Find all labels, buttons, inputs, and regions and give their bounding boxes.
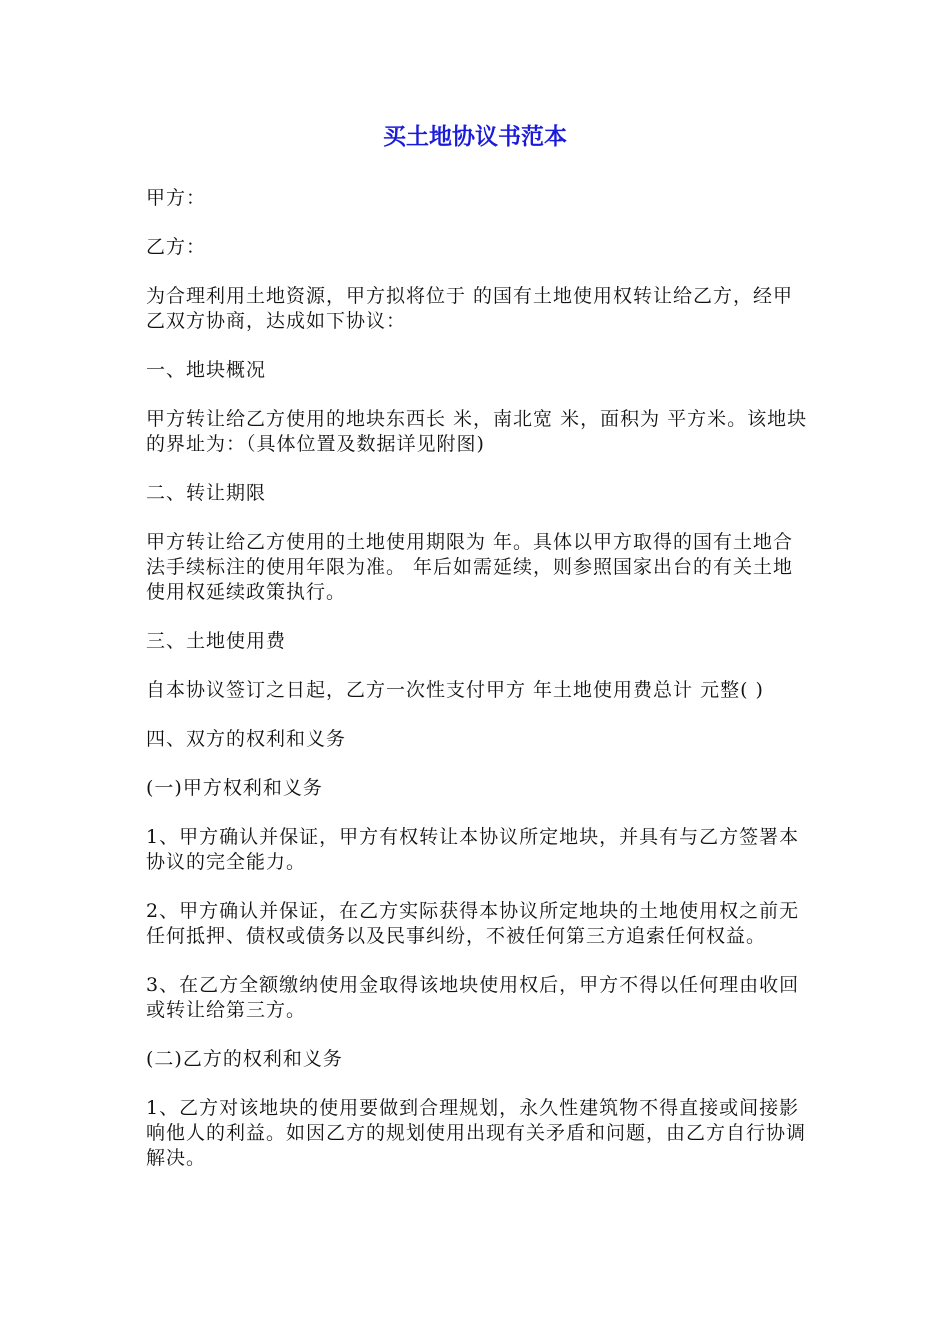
document-title: 买土地协议书范本 bbox=[383, 124, 567, 150]
paragraph-transfer-term: 甲方转让给乙方使用的土地使用期限为 年。具体以甲方取得的国有土地合法手续标注的使用年限为准。 年后如需延续，则参照国家出台的有关土地使用权延续政策执行。 bbox=[146, 531, 794, 603]
paragraph-land-overview: 甲方转让给乙方使用的地块东西长 米，南北宽 米，面积为 平方米。该地块的界址为：（具体位置及数据详见附图) bbox=[146, 408, 808, 455]
section-heading-2: 二、转让期限 bbox=[146, 482, 267, 504]
section-heading-3: 三、土地使用费 bbox=[146, 630, 287, 652]
section-heading-4: 四、双方的权利和义务 bbox=[146, 728, 347, 750]
document-body bbox=[146, 186, 810, 1195]
subsection-heading-party-a: (一)甲方权利和义务 bbox=[146, 777, 323, 799]
clause-a-1: 1、甲方确认并保证，甲方有权转让本协议所定地块，并具有与乙方签署本协议的完全能力。 bbox=[146, 826, 800, 873]
party-b-line: 乙方： bbox=[146, 236, 207, 258]
party-a-line: 甲方： bbox=[146, 187, 207, 209]
clause-a-3: 3、在乙方全额缴纳使用金取得该地块使用权后，甲方不得以任何理由收回或转让给第三方。 bbox=[146, 974, 800, 1021]
preamble-paragraph: 为合理利用土地资源，甲方拟将位于 的国有土地使用权转让给乙方，经甲乙双方协商，达成如下协议： bbox=[146, 285, 794, 332]
subsection-heading-party-b: (二)乙方的权利和义务 bbox=[146, 1048, 343, 1070]
clause-b-1: 1、乙方对该地块的使用要做到合理规划，永久性建筑物不得直接或间接影响他人的利益。如因乙方的规划使用出现有关矛盾和问题，由乙方自行协调解决。 bbox=[146, 1097, 807, 1169]
paragraph-land-fee: 自本协议签订之日起，乙方一次性支付甲方 年土地使用费总计 元整( ) bbox=[146, 679, 764, 701]
section-heading-1: 一、地块概况 bbox=[146, 359, 267, 381]
clause-a-2: 2、甲方确认并保证，在乙方实际获得本协议所定地块的土地使用权之前无任何抵押、债权或债务以及民事纠纷，不被任何第三方追索任何权益。 bbox=[146, 900, 800, 947]
